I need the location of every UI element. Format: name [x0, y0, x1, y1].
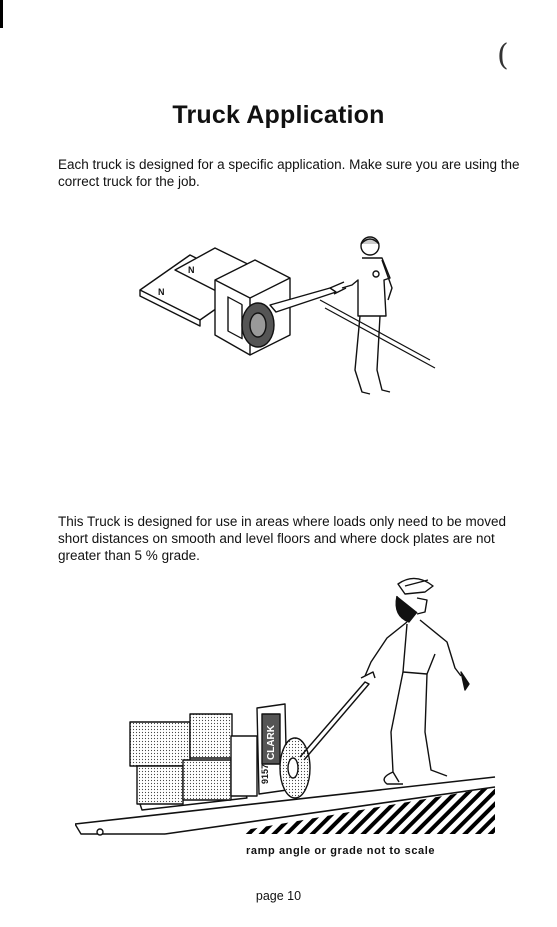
- ramp-illustration: [75, 572, 505, 842]
- svg-text:N: N: [158, 287, 165, 297]
- page-number: page 10: [255, 889, 302, 903]
- svg-text:CLARK: CLARK: [266, 725, 277, 760]
- page-title: Truck Application: [172, 101, 385, 129]
- svg-text:N: N: [188, 265, 195, 275]
- usage-paragraph: This Truck is designed for use in areas where loads only need to be moved short distances on smooth and level floors and where dock plates are not greater than 5 % grade.: [58, 514, 506, 563]
- intro-paragraph: Each truck is designed for a specific application. Make sure you are using the correct truck for the job.: [58, 157, 520, 189]
- corner-glyph: (: [497, 38, 509, 73]
- ramp-caption: ramp angle or grade not to scale: [246, 845, 436, 857]
- page-edge-mark: [0, 0, 3, 28]
- pallet-truck-illustration: [130, 230, 460, 415]
- svg-text:9157: 9157: [260, 763, 270, 784]
